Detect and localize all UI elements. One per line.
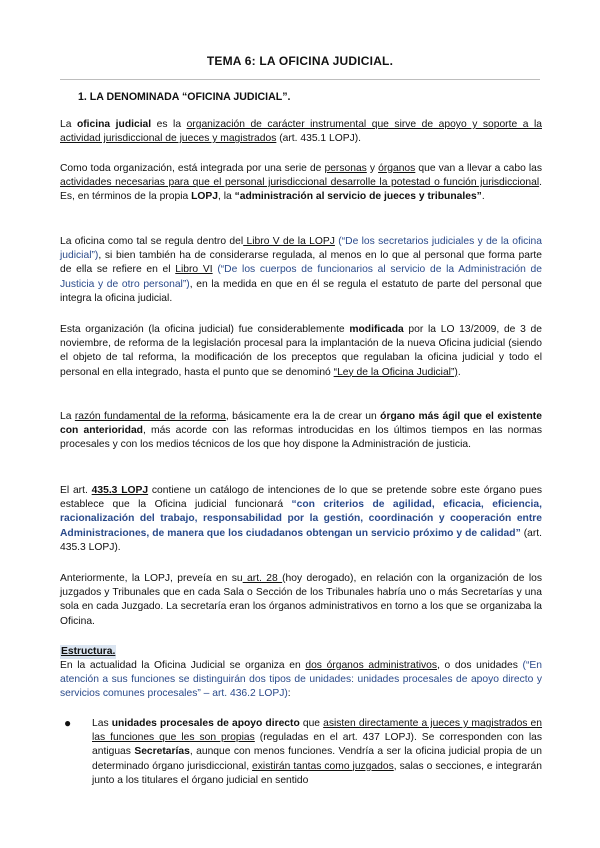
title-divider xyxy=(60,79,540,80)
paragraph-3: La oficina como tal se regula dentro del Libro V de la LOPJ (“De los secretarios judiciales y de la oficina judicial”), si bien también ha de considerarse regulada, al menos en lo que al personal que forma parte de ella se refiere en el Libro VI (“De los cuerpos de funcionarios al servicio de la Administración de Justicia y de otro personal”), en la medida en que en él se regula el estatuto de parte del personal que integra la oficina judicial. xyxy=(60,236,543,304)
paragraph-2: Como toda organización, está integrada por una serie de personas y órganos que van a llevar a cabo las actividades necesarias para que el personal jurisdiccional desarrolle la potestad o función jurisdiccional. Es, en términos de la propia LOPJ, la “administración al servicio de jueces y tribunales”. xyxy=(60,163,543,203)
paragraph-5: La razón fundamental de la reforma, básicamente era la de crear un órgano más ágil que el existente con anterioridad, más acorde con las reformas introducidas en los últimos tiempos en las normas procesales y con los medios técnicos de los que hoy dispone la Administración de justicia. xyxy=(60,411,543,451)
bullet-icon: ● xyxy=(64,716,72,730)
paragraph-7: Anteriormente, la LOPJ, preveía en su art. 28 (hoy derogado), en relación con la organización de los juzgados y Tribunales que en cada Sala o Sección de los Tribunales habría uno o más Secretarías y una sola en cada Juzgado. La secretaría eran los órganos administrativos en torno a los que se organizaba la Oficina. xyxy=(60,573,543,627)
paragraph-8: En la actualidad la Oficina Judicial se organiza en dos órganos administrativos, o dos unidades (“En atención a sus funciones se distinguirán dos tipos de unidades: unidades procesales de apoyo directo y servicios comunes procesales” – art. 436.2 LOPJ): xyxy=(60,660,542,700)
list-item: Las unidades procesales de apoyo directo que asisten directamente a jueces y magistrados en las funciones que les son propias (reguladas en el art. 437 LOPJ). Se corresponden con las antiguas Secretarías, aunque con menos funciones. Vendría a ser la oficina judicial propia de un determinado órgano jurisdiccional, existirán tantas como juzgados, salas o secciones, e integrarán junto a los titulares el órgano judicial en sentido xyxy=(92,718,543,786)
section-title-estructura: Estructura. xyxy=(60,645,116,659)
page-title: TEMA 6: LA OFICINA JUDICIAL. xyxy=(206,54,394,68)
paragraph-4: Esta organización (la oficina judicial) fue considerablemente modificada por la LO 13/2009, de 3 de noviembre, de reforma de la legislación procesal para la implantación de la nueva Oficina judicial (siendo el objeto de tal reforma, la modificación de los preceptos que regulaban la oficina judicial y todo el personal en ella integrado, hasta el punto que se denominó “Ley de la Oficina Judicial”). xyxy=(60,324,542,378)
paragraph-6: El art. 435.3 LOPJ contiene un catálogo de intenciones de lo que se pretende sobre este órgano pues establece que la Oficina judicial funcionará “con criterios de agilidad, eficacia, eficiencia, racionalización del trabajo, responsabilidad por la gestión, coordinación y cooperación entre Administraciones, de manera que los ciudadanos obtengan un servicio próximo y de calidad” (art. 435.3 LOPJ). xyxy=(60,485,543,553)
section-heading-1: 1. LA DENOMINADA “OFICINA JUDICIAL”. xyxy=(78,91,291,103)
paragraph-1: La oficina judicial es la organización de carácter instrumental que sirve de apoyo y soporte a la actividad jurisdiccional de jueces y magistrados (art. 435.1 LOPJ). xyxy=(60,119,542,145)
